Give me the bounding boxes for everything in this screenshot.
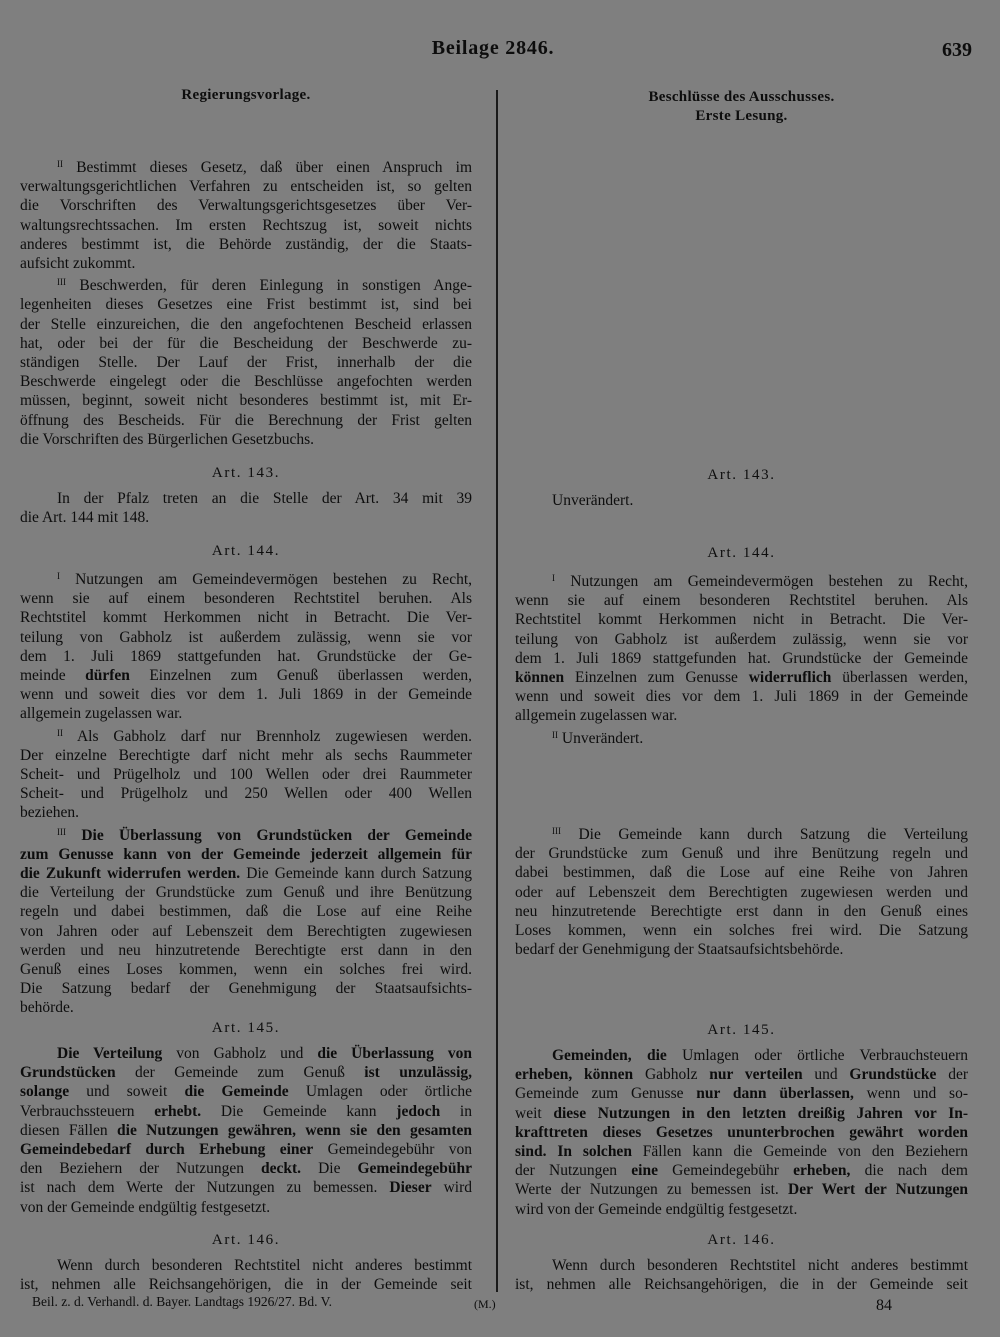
text-segment: und [802,1066,850,1084]
article-heading: Art. 145. [707,1022,776,1038]
footer-printer-mark: (M.) [474,1297,496,1311]
text-line [20,647,472,666]
text-segment: Bestimmt dieses Gesetz, daß über einen Anspruch im [76,159,473,176]
text-segment: in [440,1102,472,1120]
text-segment: teilung von Gabholz ist außerdem zulässig, wenn sie vor [20,628,472,646]
paragraph [515,726,968,748]
text-line [20,666,472,685]
text-segment: dem 1. Juli 1869 stattgefunden hat. Grundstücke der Gemeinde [515,649,968,667]
text-segment: Fällen kann die Gemeinde von den Beziehern [631,1143,968,1161]
text-segment: Unverändert. [561,729,644,747]
text-segment: bedarf der Genehmigung der Staatsaufsichtsbehörde. [515,941,844,959]
text-segment: weit [515,1104,554,1122]
bold-text-segment: erheben, können [515,1066,634,1084]
text-line [20,273,472,295]
left-section-art-145 [20,1017,472,1217]
paragraph [20,1256,472,1294]
text-segment: Rechtstitel kommt Herkommen nicht in Betracht. Die Ver- [515,611,968,629]
text-line [515,883,968,902]
text-segment: Einzelnen zum Genuß überlassen werden, [129,667,473,685]
text-segment: dem 1. Juli 1869 stattgefunden hat. Grundstücke der Ge- [20,647,472,665]
article-heading: Art. 144. [211,543,281,559]
text-segment: Gemeindegebühr [657,1162,794,1180]
article-heading: Art. 146. [211,1232,281,1248]
text-line [515,1104,968,1123]
text-line [20,1102,472,1121]
text-line [20,628,472,647]
paragraph-mark: II [552,729,558,740]
bold-text-segment: Der Wert der Nutzungen [788,1181,969,1199]
article-heading: Art. 143. [211,465,281,481]
text-segment: In der Pfalz treten an die Stelle der Art. 34 mit 39 [57,490,472,507]
text-segment: Umlagen oder örtliche [288,1083,473,1101]
paragraph-mark: I [552,573,555,583]
page-number: 639 [942,39,972,61]
text-segment: Gabholz [633,1066,710,1084]
paragraph [515,569,968,726]
bold-text-segment: die Gemeinde [184,1083,289,1101]
paragraph [20,489,472,527]
text-line [20,979,472,998]
text-segment: verwaltungsgerichtlichen Verfahren zu entscheiden ist, so gelten [20,178,472,196]
text-segment: Genuß eines Loses kommen, wenn ein solches frei wird. [20,961,472,979]
text-segment: Werte der Nutzungen zu bemessen ist. [515,1181,789,1199]
text-segment: wenn und soweit dies vor dem 1. Juli 1869 in der Gemeinde [515,688,968,706]
left-column-government-draft [20,0,472,1337]
text-segment: Beschwerde eingelegt oder die Beschlüsse angefochten werden [20,373,472,391]
paragraph-mark: III [552,826,561,836]
bold-text-segment: diese Nutzungen in den letzten dreißig Jahren vor In- [553,1104,969,1122]
text-line [20,334,472,353]
right-section-art-146 [515,1229,968,1294]
text-line [20,704,472,723]
text-line [20,508,472,527]
text-line [20,372,472,391]
text-segment: Wenn durch besonderen Rechtstitel nicht anderes bestimmt [552,1257,968,1274]
text-line [515,491,968,510]
text-line [515,1065,968,1084]
text-segment: den Beziehern der Nutzungen [20,1160,262,1178]
article-heading: Art. 143. [707,467,776,483]
paragraph [515,1256,968,1294]
text-segment: wenn und so- [853,1085,968,1103]
text-segment: oder auf Lebenszeit dem Berechtigten zugewiesen werden und [515,883,968,901]
text-line [20,902,472,921]
text-line [20,960,472,979]
left-section-art-146 [20,1229,472,1294]
text-segment: aufsicht zukommt. [20,255,136,273]
text-line [20,746,472,765]
article-heading: Art. 146. [707,1232,776,1248]
text-segment: die Vorschriften des Verwaltungsgerichtsgesetzes über Ver- [20,197,472,215]
text-segment: allgemein zugelassen war. [515,707,678,725]
text-segment: Die Gemeinde kann durch Satzung [240,865,472,883]
right-column-heading: Beschlüsse des Ausschusses. [648,89,835,105]
text-segment: Scheit- und Prügelholz und 100 Wellen oder drei Raummeter [20,766,472,784]
text-segment: ist nach dem Werte der Nutzungen zu bemessen. [20,1179,390,1197]
bold-text-segment: deckt. [261,1160,302,1178]
text-segment: die Vorschriften des Bürgerlichen Gesetzbuchs. [20,430,314,448]
text-line [515,1275,968,1294]
text-line [515,1180,968,1199]
text-segment: Die Gemeinde kann durch Satzung die Verteilung [578,826,969,843]
bold-text-segment: sind. In solchen [515,1143,632,1161]
text-line [20,1140,472,1159]
bold-text-segment: zum Genusse kann von der Gemeinde jederzeit allgemein für [20,845,472,863]
article-heading: Art. 144. [707,545,776,561]
text-segment: behörde. [20,999,74,1017]
text-segment: ist, nehmen alle Reichsangehörigen, die in der Gemeinde seit [20,1276,472,1294]
text-line [20,411,472,430]
bold-text-segment: können [515,669,565,687]
text-line [20,391,472,410]
bold-text-segment: erheben, [793,1162,851,1180]
bold-text-segment: nur dann überlassen, [696,1085,854,1103]
text-line [515,1200,968,1219]
paragraph-mark: I [57,571,60,581]
text-line [515,630,968,649]
text-segment: der [936,1066,969,1084]
text-line [20,1082,472,1101]
paragraph-mark: II [57,159,63,169]
text-segment: Loses kommen, wenn ein solches frei wird. Die Satzung [515,922,968,940]
bold-text-segment: die Überlassung von [317,1045,472,1062]
right-section-art-145 [515,1019,968,1219]
paragraph [20,724,472,823]
text-line [515,863,968,882]
text-line [20,254,472,273]
text-segment: und soweit [69,1083,185,1101]
text-line [515,1161,968,1180]
bold-text-segment: Gemeinden, die [552,1047,667,1064]
footer-sheet-number: 84 [876,1297,892,1314]
left-section-art-144 [20,540,472,1018]
text-line [20,1044,472,1063]
bold-text-segment: widerruflich [748,669,832,687]
text-line [20,1275,472,1294]
text-segment: neu hinzutretende Berechtigte erst dann in den Genuß eines [515,902,968,920]
text-line [20,941,472,960]
text-line [20,489,472,508]
text-line [20,685,472,704]
text-line [20,315,472,334]
text-segment: Beschwerden, für deren Einlegung in sonstigen Ange- [79,277,472,295]
text-segment: überlassen werden, [831,669,968,687]
right-section-art-144-paragraph-3 [515,822,968,959]
text-line [20,430,472,449]
paragraph [20,155,472,273]
text-line [515,822,968,844]
paragraph [20,273,472,449]
text-line [20,724,472,746]
text-segment: von Jahren oder auf Lebenszeit dem Berechtigten zugewiesen [20,922,472,940]
text-line [515,921,968,940]
left-section-continuation [20,155,472,449]
bold-text-segment: solange [20,1083,70,1101]
text-line [20,295,472,314]
text-line [20,998,472,1017]
text-line [20,1121,472,1140]
text-segment: müssen, beginnt, soweit nicht besonderes bestimmt ist, mit Er- [20,392,472,410]
text-segment: teilung von Gabholz ist außerdem zulässig, wenn sie vor [515,630,968,648]
text-segment: Wenn durch besonderen Rechtstitel nicht anderes bestimmt [57,1257,472,1274]
text-segment: Die Satzung bedarf der Genehmigung der Staatsaufsichts- [20,980,472,998]
left-column-heading: Regierungsvorlage. [181,87,311,103]
text-segment: die nach dem [850,1162,968,1180]
text-segment: dabei bestimmen, daß die Lose auf eine Reihe von Jahren [515,864,968,882]
text-segment: von der Gemeinde endgültig festgesetzt. [20,1198,271,1216]
text-segment: wird [431,1179,472,1197]
text-line [515,668,968,687]
right-section-art-143 [515,464,968,510]
right-section-art-144 [515,542,968,748]
text-line [515,1142,968,1161]
bold-text-segment: Die Verteilung [57,1045,163,1062]
text-line [515,1084,968,1103]
text-line [515,940,968,959]
text-segment: diesen Fällen [20,1121,118,1139]
text-segment: anderes bestimmt ist, die Behörde zuständig, der die Staats- [20,235,472,253]
footer-publication: Beil. z. d. Verhandl. d. Bayer. Landtags 1926/27. Bd. V. [32,1294,332,1309]
text-line [20,1063,472,1082]
text-line [20,1178,472,1197]
text-line [20,177,472,196]
text-segment: hat, oder bei der für die Bescheidung der Beschwerde zu- [20,334,472,352]
right-column-committee-resolutions [515,0,968,1337]
text-segment: von Gabholz und [162,1045,318,1062]
text-line [515,610,968,629]
article-heading: Art. 145. [211,1020,281,1036]
text-segment: Gemeindegebühr von [313,1141,472,1159]
text-line [20,196,472,215]
text-line [20,567,472,589]
text-line [20,1198,472,1217]
paragraph [515,822,968,959]
bold-text-segment: dürfen [85,667,130,685]
text-line [515,844,968,863]
text-segment: waltungsrechtssachen. Im ersten Rechtszug ist, soweit nichts [20,216,472,234]
text-segment: werden und neu hinzutretende Berechtigte erst dann in den [20,941,472,959]
text-line [515,726,968,748]
text-segment: Nutzungen am Gemeindevermögen bestehen zu Recht, [75,571,473,588]
text-line [20,216,472,235]
text-line [515,902,968,921]
text-line [20,235,472,254]
bold-text-segment: die Nutzungen gewähren, wenn sie den gesamten [117,1121,472,1139]
text-segment: Scheit- und Prügelholz und 250 Wellen oder 400 Wellen [20,785,472,803]
text-segment: Die Gemeinde kann [201,1102,397,1120]
text-segment: der Gemeinde zum Genuß [115,1064,365,1082]
bold-text-segment: Gemeindegebühr [357,1160,472,1178]
bold-text-segment: jedoch [396,1102,441,1120]
column-divider [496,90,498,1292]
text-segment: Die [301,1160,358,1178]
left-section-art-143 [20,462,472,527]
text-line [515,1046,968,1065]
text-line [20,883,472,902]
bold-text-segment: die Zukunft widerrufen werden. [20,865,241,883]
text-segment: die Art. 144 mit 148. [20,509,150,527]
text-segment: der Grundstücke zum Genuß und ihre Benützung regeln und [515,845,968,863]
text-line [515,706,968,725]
text-segment: wenn und soweit dies vor dem 1. Juli 1869 in der Gemeinde [20,686,472,704]
paragraph [20,1044,472,1217]
text-segment: allgemein zugelassen war. [20,705,183,723]
text-line [515,1123,968,1142]
bold-text-segment: Die Überlassung von Grundstücken der Gemeinde [81,826,472,844]
text-segment: legenheiten dieses Gesetzes eine Frist bestimmt ist, sind bei [20,296,472,314]
text-segment: Rechtstitel kommt Herkommen nicht in Betracht. Die Ver- [20,609,472,627]
paragraph-mark: III [57,277,66,288]
text-segment: Als Gabholz darf nur Brennholz zugewiesen werden. [76,727,472,745]
text-line [20,803,472,822]
text-segment: Gemeinde zum Genusse [515,1085,697,1103]
text-line [20,353,472,372]
text-segment: Unverändert. [552,492,634,509]
text-segment: Der einzelne Berechtigte darf nicht mehr als sechs Raummeter [20,746,472,764]
text-segment: ständigen Stelle. Der Lauf der Frist, innerhalb der die [20,354,472,372]
text-segment: meinde [20,667,86,685]
text-line [20,845,472,864]
text-line [515,687,968,706]
text-line [20,823,472,845]
text-line [20,589,472,608]
text-segment: regeln und dabei bestimmen, daß die Lose auf eine Reihe [20,903,472,921]
text-segment: der Stelle einzureichen, die den angefochtenen Bescheid erlassen [20,315,472,333]
text-line [20,784,472,803]
bold-text-segment: krafttreten dieses Gesetzes ununterbrochen gewährt worden [515,1123,968,1141]
text-line [20,765,472,784]
bold-text-segment: Dieser [389,1179,432,1197]
text-segment: wenn sie auf einem besonderen Rechtstitel beruhen. Als [515,592,968,610]
text-segment: Umlagen oder örtliche Verbrauchsteuern [666,1047,968,1064]
bold-text-segment: nur verteilen [709,1066,803,1084]
text-segment: Verbrauchssteuern [20,1102,155,1120]
right-column-subheading: Erste Lesung. [695,108,788,124]
text-segment: öffnung des Bescheids. Für die Berechnung der Frist gelten [20,411,472,429]
text-segment: beziehen. [20,804,79,822]
text-line [515,649,968,668]
paragraph-mark: II [57,727,63,738]
text-line [20,1256,472,1275]
text-line [20,864,472,883]
paragraph [20,823,472,1018]
text-line [20,1159,472,1178]
bold-text-segment: Grundstücken [20,1064,116,1082]
text-segment: Nutzungen am Gemeindevermögen bestehen zu Recht, [570,573,968,590]
paragraph [515,1046,968,1219]
page-header-title: Beilage 2846. [431,37,555,59]
text-segment: der Nutzungen [515,1162,632,1180]
bold-text-segment: ist unzulässig, [364,1064,473,1082]
text-line [20,608,472,627]
paragraph [515,491,968,510]
paragraph [20,567,472,724]
text-line [515,569,968,591]
bold-text-segment: eine [631,1162,658,1180]
text-line [515,591,968,610]
text-segment: Einzelnen zum Genusse [564,669,749,687]
bold-text-segment: erhebt. [154,1102,202,1120]
paragraph-mark: III [57,826,66,837]
text-line [20,922,472,941]
text-line [20,155,472,177]
text-segment: ist, nehmen alle Reichsangehörigen, die in der Gemeinde seit [515,1276,968,1294]
bold-text-segment: Gemeindebedarf durch Erhebung einer [20,1141,314,1159]
text-line [515,1256,968,1275]
text-segment: wenn sie auf einem besonderen Rechtstitel beruhen. Als [20,590,472,608]
text-segment: wird von der Gemeinde endgültig festgesetzt. [515,1200,798,1218]
bold-text-segment: Grundstücke [849,1066,937,1084]
text-segment: die Verteilung der Grundstücke zum Genuß und ihre Benützung [20,884,472,902]
